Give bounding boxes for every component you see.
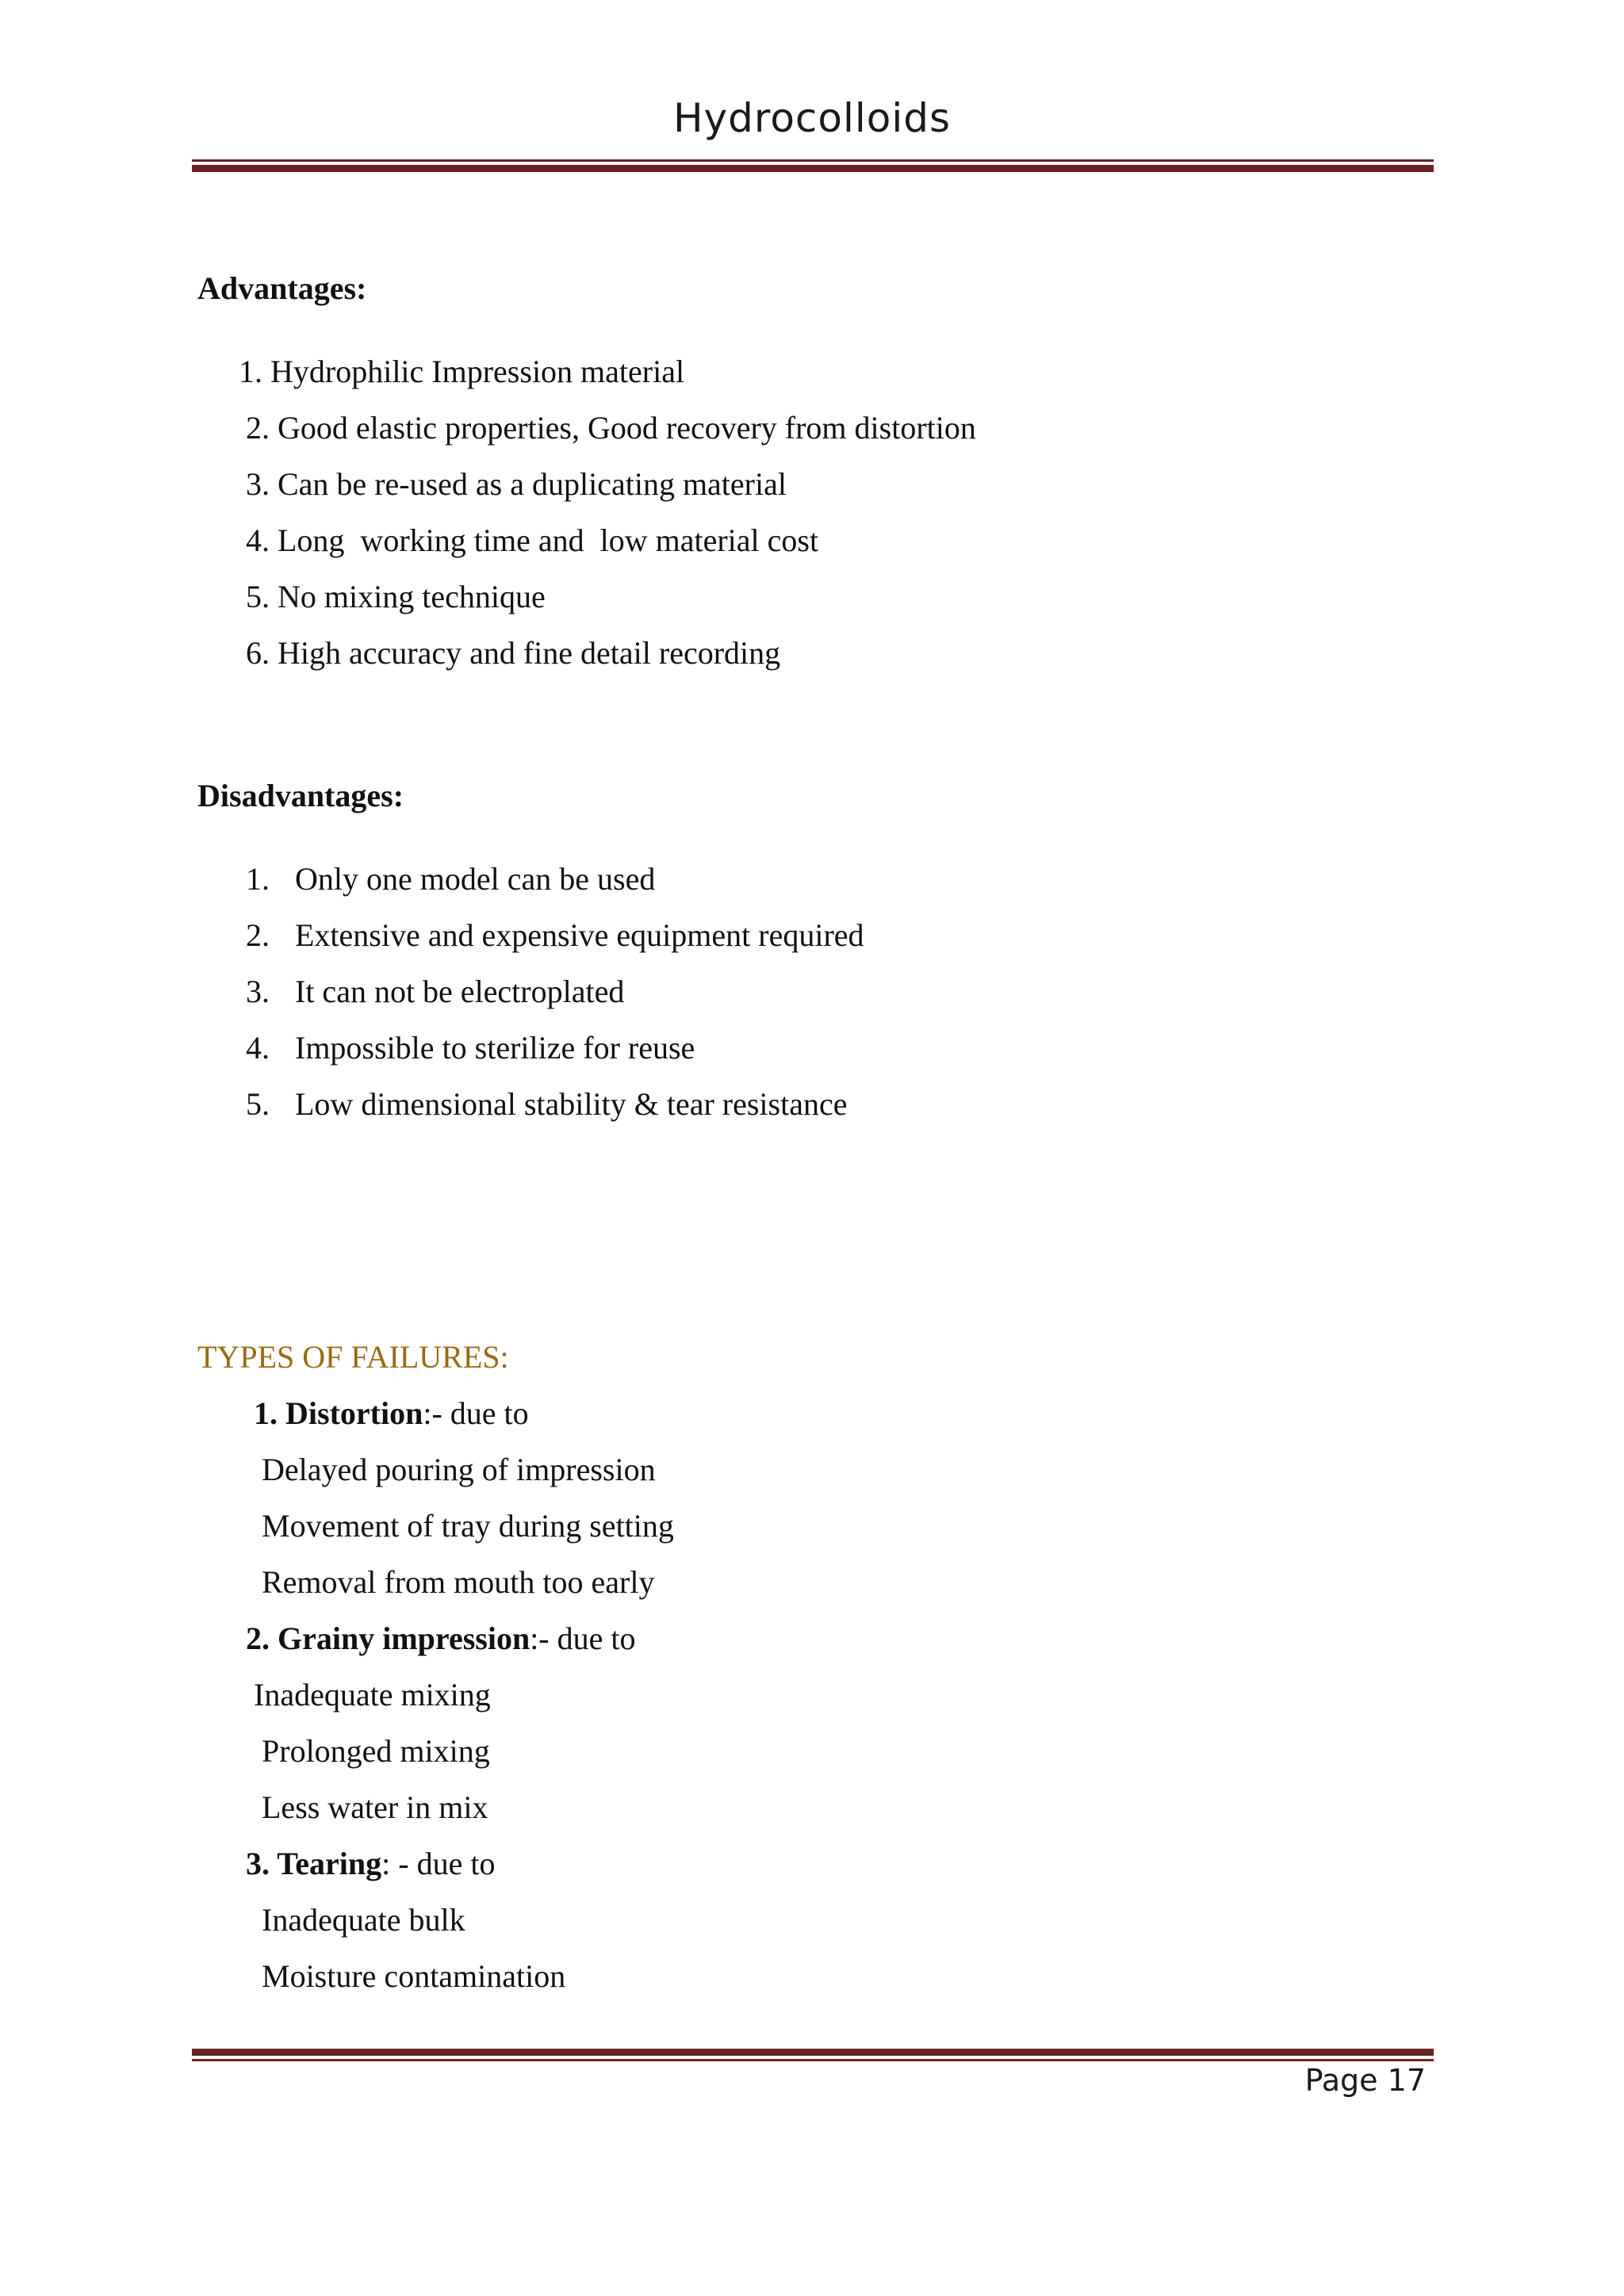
advantages-item: 4. Long working time and low material cost [246, 522, 819, 558]
failures-heading: TYPES OF FAILURES: [197, 1339, 509, 1375]
failure-suffix: :- due to [530, 1621, 636, 1656]
advantages-heading: Advantages: [197, 270, 367, 306]
page-title: Hydrocolloids [672, 95, 952, 141]
failure-group-title [254, 1395, 529, 1433]
disadvantages-item-number: 2. [246, 917, 270, 953]
failure-cause: Prolonged mixing [262, 1733, 490, 1769]
disadvantages-item-text: Only one model can be used [295, 861, 656, 897]
failure-group-title [246, 1620, 636, 1658]
failure-cause: Movement of tray during setting [262, 1508, 674, 1544]
disadvantages-item-text: Impossible to sterilize for reuse [295, 1030, 695, 1066]
disadvantages-item-text: It can not be electroplated [295, 974, 625, 1009]
header-rule [192, 159, 1434, 172]
failure-name: 1. Distortion [254, 1395, 423, 1431]
disadvantages-item-text: Low dimensional stability & tear resistance [295, 1086, 848, 1122]
advantages-item: 2. Good elastic properties, Good recovery from distortion [246, 410, 976, 446]
failure-name: 3. Tearing [246, 1846, 382, 1881]
page-number: Page 17 [1304, 2063, 1426, 2098]
failure-cause: Delayed pouring of impression [262, 1452, 656, 1487]
failure-cause: Moisture contamination [262, 1958, 566, 1994]
disadvantages-heading: Disadvantages: [197, 778, 404, 813]
failure-suffix: : - due to [381, 1846, 496, 1881]
failure-name: 2. Grainy impression [246, 1621, 530, 1656]
failure-cause: Inadequate bulk [262, 1902, 465, 1938]
disadvantages-item-number: 3. [246, 974, 270, 1009]
advantages-item: 6. High accuracy and fine detail recording [246, 635, 781, 671]
footer-rule [192, 2049, 1434, 2061]
advantages-item: 5. No mixing technique [246, 579, 546, 614]
failure-cause: Removal from mouth too early [262, 1564, 655, 1600]
disadvantages-item-number: 5. [246, 1086, 270, 1122]
advantages-item: 3. Can be re-used as a duplicating material [246, 466, 787, 502]
disadvantages-item-number: 1. [246, 861, 270, 897]
disadvantages-item-number: 4. [246, 1030, 270, 1066]
failure-suffix: :- due to [423, 1395, 529, 1431]
failure-cause: Less water in mix [262, 1789, 488, 1825]
disadvantages-item-text: Extensive and expensive equipment required [295, 917, 864, 953]
failure-group-title [246, 1845, 495, 1883]
failure-cause: Inadequate mixing [254, 1677, 491, 1712]
advantages-item: 1. Hydrophilic Impression material [239, 354, 685, 389]
